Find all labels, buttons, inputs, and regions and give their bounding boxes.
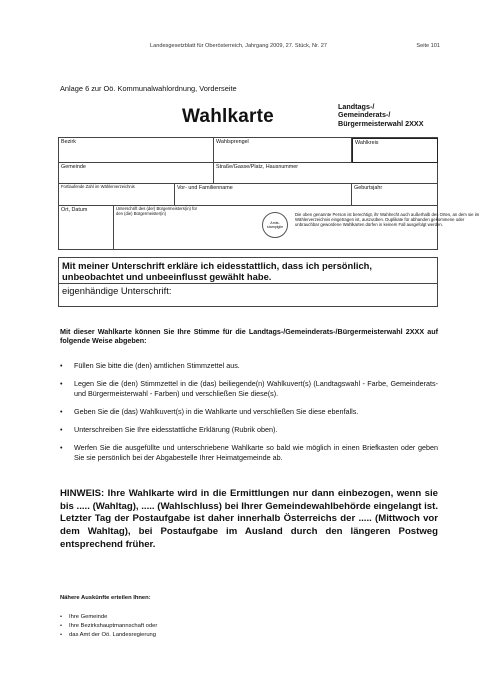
list-item: • Unterschreiben Sie Ihre eidesstattliche Erklärung (Rubrik oben). xyxy=(60,425,438,435)
official-signature-area xyxy=(114,206,480,250)
wahlsprengel-field[interactable] xyxy=(214,138,352,163)
declaration-box xyxy=(58,257,438,307)
publication-line: Landesgesetzblatt für Oberösterreich, Jahrgang 2009, 27. Stück, Nr. 27 xyxy=(150,43,327,49)
declaration-text: Mit meiner Unterschrift erkläre ich eidesstattlich, dass ich persönlich, unbeobachtet und unbeeinflusst gewählt habe. xyxy=(59,258,437,284)
ort-datum-label: Ort, Datum xyxy=(61,207,88,213)
wahlsprengel-label: Wahlsprengel xyxy=(216,139,249,145)
election-type-line: Gemeinderats-/ xyxy=(338,110,391,120)
entitlement-note: Die oben genannte Person ist berechtigt, ihr Wahlrecht auch außerhalb des Ortes, an dem sie im Wählerverzeichnis eingetragen ist, auszuüben. Duplikate für abhanden gekommene oder unbrauchbar gewordene Wahlkarten dürfen in keinem Fall ausgefolgt werden. xyxy=(295,212,480,227)
gemeinde-field[interactable] xyxy=(59,163,214,184)
election-type xyxy=(338,103,424,128)
list-item: • das Amt der Oö. Landesregierung xyxy=(60,632,157,638)
gemeinde-label: Gemeinde xyxy=(61,164,86,170)
signature-field[interactable] xyxy=(59,284,437,306)
list-item-text: Legen Sie die (den) Stimmzettel in die (das) beiliegende(n) Wahlkuvert(s) (Landtagswahl - Farbe, Gemeinderats- und Bürgermeisterwahl - Farben) und verschließen Sie diese(s). xyxy=(74,379,438,398)
election-type-line: Landtags-/ xyxy=(338,102,375,111)
list-item-text: Werfen Sie die ausgefüllte und unterschriebene Wahlkarte so bald wie möglich in einen Briefkasten oder geben Sie sie persönlich bei der Abgabestelle Ihrer Heimatgemeinde ab. xyxy=(74,443,438,462)
info-title: Nähere Auskünfte erteilen Ihnen: xyxy=(60,595,151,601)
instructions-intro: Mit dieser Wahlkarte können Sie Ihre Stimme für die Landtags-/Gemeinderats-/Bürgermeisterwahl 2XXX auf folgende Weise abgeben: xyxy=(60,327,438,345)
list-item: • Ihre Bezirkshauptmannschaft oder xyxy=(60,623,158,629)
list-item: • Füllen Sie bitte die (den) amtlichen Stimmzettel aus. xyxy=(60,361,438,371)
wahlkreis-field[interactable] xyxy=(352,138,438,163)
ort-datum-field[interactable] xyxy=(59,206,114,250)
stamp-label: Amts-stampiglie xyxy=(266,220,284,229)
list-item-text: Füllen Sie bitte die (den) amtlichen Stimmzettel aus. xyxy=(74,361,240,370)
strasse-label: Straße/Gasse/Platz, Hausnummer xyxy=(216,164,299,170)
info-item-text: Ihre Gemeinde xyxy=(69,614,108,620)
list-item-text: Unterschreiben Sie Ihre eidesstattliche Erklärung (Rubrik oben). xyxy=(74,425,278,434)
info-item-text: Ihre Bezirkshauptmannschaft oder xyxy=(69,623,158,629)
list-item: • Geben Sie die (das) Wahlkuvert(s) in die Wahlkarte und verschließen Sie diese ebenfalls. xyxy=(60,407,438,417)
geburtsjahr-label: Geburtsjahr xyxy=(354,185,383,191)
list-item-text: Geben Sie die (das) Wahlkuvert(s) in die Wahlkarte und verschließen Sie diese ebenfalls. xyxy=(74,407,359,416)
fortlaufende-zahl-field[interactable] xyxy=(59,184,175,206)
mayor-signature-label: Unterschrift des (der) Bürgermeisters(in) für den (die) Bürgermeister(in) xyxy=(116,206,197,216)
wahlkreis-label: Wahlkreis xyxy=(355,140,379,146)
document-title: Wahlkarte xyxy=(182,106,274,127)
voter-form xyxy=(58,137,480,250)
official-stamp xyxy=(262,212,288,238)
anlage-line: Anlage 6 zur Oö. Kommunalwahlordnung, Vorderseite xyxy=(60,84,237,93)
page-number: Seite 101 xyxy=(416,43,440,49)
geburtsjahr-field[interactable] xyxy=(352,184,438,206)
election-type-line: Bürgermeisterwahl 2XXX xyxy=(338,118,424,128)
list-item: • Ihre Gemeinde xyxy=(60,614,108,620)
name-label: Vor- und Familienname xyxy=(177,185,233,191)
list-item: • Werfen Sie die ausgefüllte und unterschriebene Wahlkarte so bald wie möglich in einen Briefkasten oder geben Sie sie persönlich bei der Abgabestelle Ihrer Heimatgemeinde ab. xyxy=(60,443,438,462)
bezirk-field[interactable] xyxy=(59,138,214,163)
strasse-field[interactable] xyxy=(214,163,438,184)
name-field[interactable] xyxy=(175,184,352,206)
signature-label: eigenhändige Unterschrift: xyxy=(62,285,172,296)
hinweis-note: HINWEIS: Ihre Wahlkarte wird in die Ermittlungen nur dann einbezogen, wenn sie bis ..... (Wahltag), ..... (Wahlschluss) bei Ihrer Gemeindewahlbehörde eingelangt ist. Letzter Tag der Postaufgabe ist daher innerhalb Österreichs der ..... (Mittwoch vor dem Wahltag), bei Postaufgabe im Ausland durch den längeren Postweg entsprechend früher. xyxy=(60,488,438,550)
list-item: • Legen Sie die (den) Stimmzettel in die (das) beiliegende(n) Wahlkuvert(s) (Landtagswahl - Farbe, Gemeinderats- und Bürgermeisterwahl - Farben) und verschließen Sie diese(s). xyxy=(60,379,438,398)
bezirk-label: Bezirk xyxy=(61,139,76,145)
fortlaufende-zahl-label: Fortlaufende Zahl im Wählerverzeichnis xyxy=(61,184,135,189)
info-item-text: das Amt der Oö. Landesregierung xyxy=(69,632,157,638)
